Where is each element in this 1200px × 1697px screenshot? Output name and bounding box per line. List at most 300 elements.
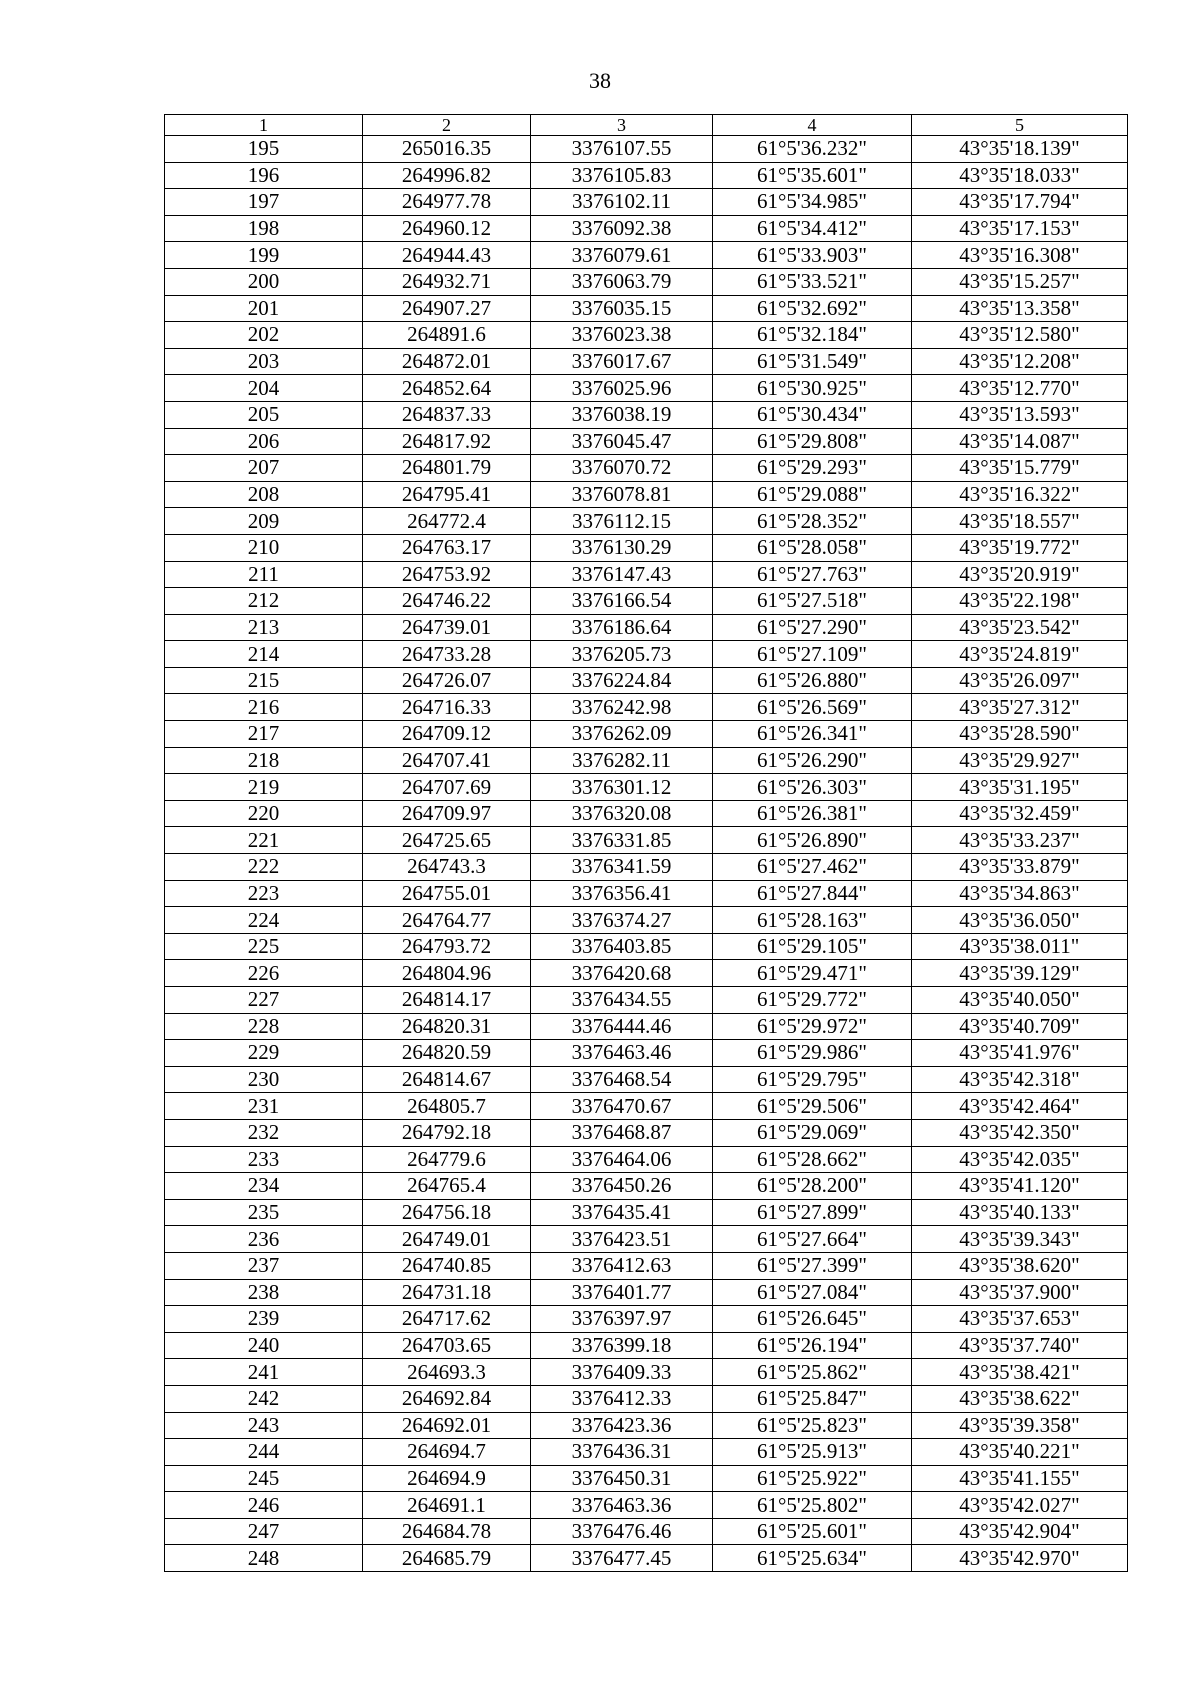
latitude-cell: 43°35'39.343" xyxy=(912,1226,1128,1253)
point-number-cell: 209 xyxy=(165,508,363,535)
latitude-cell: 43°35'39.129" xyxy=(912,960,1128,987)
latitude-cell: 43°35'41.976" xyxy=(912,1040,1128,1067)
x-coordinate-cell: 264820.31 xyxy=(363,1013,531,1040)
longitude-cell: 61°5'29.471" xyxy=(713,960,912,987)
x-coordinate-cell: 264872.01 xyxy=(363,348,531,375)
longitude-cell: 61°5'26.290" xyxy=(713,747,912,774)
latitude-cell: 43°35'37.740" xyxy=(912,1332,1128,1359)
table-row xyxy=(165,667,1128,694)
point-number-cell: 203 xyxy=(165,348,363,375)
x-coordinate-cell: 264692.84 xyxy=(363,1385,531,1412)
table-row xyxy=(165,348,1128,375)
point-number-cell: 241 xyxy=(165,1359,363,1386)
x-coordinate-cell: 264801.79 xyxy=(363,455,531,482)
latitude-cell: 43°35'13.358" xyxy=(912,295,1128,322)
table-row xyxy=(165,1146,1128,1173)
y-coordinate-cell: 3376301.12 xyxy=(531,774,713,801)
x-coordinate-cell: 264746.22 xyxy=(363,588,531,615)
y-coordinate-cell: 3376262.09 xyxy=(531,721,713,748)
table-row xyxy=(165,268,1128,295)
table-row xyxy=(165,907,1128,934)
y-coordinate-cell: 3376331.85 xyxy=(531,827,713,854)
latitude-cell: 43°35'41.155" xyxy=(912,1465,1128,1492)
point-number-cell: 237 xyxy=(165,1252,363,1279)
y-coordinate-cell: 3376356.41 xyxy=(531,880,713,907)
y-coordinate-cell: 3376436.31 xyxy=(531,1439,713,1466)
latitude-cell: 43°35'17.153" xyxy=(912,215,1128,242)
latitude-cell: 43°35'40.221" xyxy=(912,1439,1128,1466)
latitude-cell: 43°35'37.900" xyxy=(912,1279,1128,1306)
latitude-cell: 43°35'42.904" xyxy=(912,1518,1128,1545)
point-number-cell: 222 xyxy=(165,854,363,881)
latitude-cell: 43°35'13.593" xyxy=(912,401,1128,428)
point-number-cell: 225 xyxy=(165,933,363,960)
y-coordinate-cell: 3376341.59 xyxy=(531,854,713,881)
longitude-cell: 61°5'27.084" xyxy=(713,1279,912,1306)
table-header xyxy=(165,115,1128,136)
y-coordinate-cell: 3376470.67 xyxy=(531,1093,713,1120)
point-number-cell: 208 xyxy=(165,481,363,508)
longitude-cell: 61°5'30.434" xyxy=(713,401,912,428)
table-row xyxy=(165,880,1128,907)
y-coordinate-cell: 3376423.51 xyxy=(531,1226,713,1253)
point-number-cell: 232 xyxy=(165,1119,363,1146)
y-coordinate-cell: 3376017.67 xyxy=(531,348,713,375)
x-coordinate-cell: 264756.18 xyxy=(363,1199,531,1226)
longitude-cell: 61°5'28.163" xyxy=(713,907,912,934)
table-body xyxy=(165,136,1128,1572)
latitude-cell: 43°35'38.620" xyxy=(912,1252,1128,1279)
point-number-cell: 234 xyxy=(165,1173,363,1200)
x-coordinate-cell: 264817.92 xyxy=(363,428,531,455)
latitude-cell: 43°35'38.011" xyxy=(912,933,1128,960)
point-number-cell: 227 xyxy=(165,987,363,1014)
x-coordinate-cell: 264726.07 xyxy=(363,667,531,694)
x-coordinate-cell: 264795.41 xyxy=(363,481,531,508)
x-coordinate-cell: 264779.6 xyxy=(363,1146,531,1173)
table-row xyxy=(165,933,1128,960)
table-row xyxy=(165,747,1128,774)
table-row xyxy=(165,987,1128,1014)
x-coordinate-cell: 264692.01 xyxy=(363,1412,531,1439)
longitude-cell: 61°5'26.645" xyxy=(713,1306,912,1333)
x-coordinate-cell: 264725.65 xyxy=(363,827,531,854)
table-row xyxy=(165,561,1128,588)
longitude-cell: 61°5'29.986" xyxy=(713,1040,912,1067)
x-coordinate-cell: 264691.1 xyxy=(363,1492,531,1519)
latitude-cell: 43°35'18.139" xyxy=(912,136,1128,163)
longitude-cell: 61°5'25.601" xyxy=(713,1518,912,1545)
y-coordinate-cell: 3376205.73 xyxy=(531,641,713,668)
x-coordinate-cell: 264891.6 xyxy=(363,322,531,349)
longitude-cell: 61°5'36.232" xyxy=(713,136,912,163)
point-number-cell: 223 xyxy=(165,880,363,907)
longitude-cell: 61°5'33.521" xyxy=(713,268,912,295)
longitude-cell: 61°5'25.913" xyxy=(713,1439,912,1466)
latitude-cell: 43°35'36.050" xyxy=(912,907,1128,934)
x-coordinate-cell: 264820.59 xyxy=(363,1040,531,1067)
y-coordinate-cell: 3376130.29 xyxy=(531,534,713,561)
longitude-cell: 61°5'29.088" xyxy=(713,481,912,508)
latitude-cell: 43°35'23.542" xyxy=(912,614,1128,641)
x-coordinate-cell: 264703.65 xyxy=(363,1332,531,1359)
longitude-cell: 61°5'26.569" xyxy=(713,694,912,721)
y-coordinate-cell: 3376477.45 xyxy=(531,1545,713,1572)
x-coordinate-cell: 264693.3 xyxy=(363,1359,531,1386)
latitude-cell: 43°35'16.308" xyxy=(912,242,1128,269)
longitude-cell: 61°5'25.922" xyxy=(713,1465,912,1492)
point-number-cell: 201 xyxy=(165,295,363,322)
table-row xyxy=(165,1279,1128,1306)
x-coordinate-cell: 264960.12 xyxy=(363,215,531,242)
x-coordinate-cell: 264837.33 xyxy=(363,401,531,428)
longitude-cell: 61°5'25.847" xyxy=(713,1385,912,1412)
latitude-cell: 43°35'17.794" xyxy=(912,189,1128,216)
page-number: 38 xyxy=(589,68,611,93)
x-coordinate-cell: 264717.62 xyxy=(363,1306,531,1333)
latitude-cell: 43°35'40.133" xyxy=(912,1199,1128,1226)
point-number-cell: 248 xyxy=(165,1545,363,1572)
longitude-cell: 61°5'31.549" xyxy=(713,348,912,375)
table-row xyxy=(165,1439,1128,1466)
table-row xyxy=(165,1093,1128,1120)
point-number-cell: 246 xyxy=(165,1492,363,1519)
point-number-cell: 215 xyxy=(165,667,363,694)
y-coordinate-cell: 3376463.46 xyxy=(531,1040,713,1067)
y-coordinate-cell: 3376079.61 xyxy=(531,242,713,269)
point-number-cell: 228 xyxy=(165,1013,363,1040)
longitude-cell: 61°5'25.634" xyxy=(713,1545,912,1572)
latitude-cell: 43°35'40.709" xyxy=(912,1013,1128,1040)
longitude-cell: 61°5'33.903" xyxy=(713,242,912,269)
y-coordinate-cell: 3376025.96 xyxy=(531,375,713,402)
y-coordinate-cell: 3376450.26 xyxy=(531,1173,713,1200)
table-row xyxy=(165,375,1128,402)
longitude-cell: 61°5'29.105" xyxy=(713,933,912,960)
x-coordinate-cell: 264772.4 xyxy=(363,508,531,535)
point-number-cell: 197 xyxy=(165,189,363,216)
x-coordinate-cell: 264814.67 xyxy=(363,1066,531,1093)
table-row xyxy=(165,1518,1128,1545)
column-header: 3 xyxy=(531,115,713,136)
latitude-cell: 43°35'38.622" xyxy=(912,1385,1128,1412)
longitude-cell: 61°5'28.200" xyxy=(713,1173,912,1200)
point-number-cell: 247 xyxy=(165,1518,363,1545)
latitude-cell: 43°35'24.819" xyxy=(912,641,1128,668)
x-coordinate-cell: 264764.77 xyxy=(363,907,531,934)
header-row xyxy=(165,115,1128,136)
table-row xyxy=(165,455,1128,482)
x-coordinate-cell: 264740.85 xyxy=(363,1252,531,1279)
longitude-cell: 61°5'27.664" xyxy=(713,1226,912,1253)
x-coordinate-cell: 264944.43 xyxy=(363,242,531,269)
point-number-cell: 199 xyxy=(165,242,363,269)
point-number-cell: 240 xyxy=(165,1332,363,1359)
point-number-cell: 210 xyxy=(165,534,363,561)
point-number-cell: 206 xyxy=(165,428,363,455)
longitude-cell: 61°5'28.058" xyxy=(713,534,912,561)
longitude-cell: 61°5'29.293" xyxy=(713,455,912,482)
y-coordinate-cell: 3376092.38 xyxy=(531,215,713,242)
longitude-cell: 61°5'28.662" xyxy=(713,1146,912,1173)
y-coordinate-cell: 3376023.38 xyxy=(531,322,713,349)
table-row xyxy=(165,827,1128,854)
y-coordinate-cell: 3376112.15 xyxy=(531,508,713,535)
point-number-cell: 211 xyxy=(165,561,363,588)
longitude-cell: 61°5'29.795" xyxy=(713,1066,912,1093)
latitude-cell: 43°35'22.198" xyxy=(912,588,1128,615)
latitude-cell: 43°35'41.120" xyxy=(912,1173,1128,1200)
table-row xyxy=(165,534,1128,561)
x-coordinate-cell: 264996.82 xyxy=(363,162,531,189)
longitude-cell: 61°5'27.290" xyxy=(713,614,912,641)
y-coordinate-cell: 3376399.18 xyxy=(531,1332,713,1359)
point-number-cell: 221 xyxy=(165,827,363,854)
table-row xyxy=(165,1306,1128,1333)
x-coordinate-cell: 264694.7 xyxy=(363,1439,531,1466)
x-coordinate-cell: 264685.79 xyxy=(363,1545,531,1572)
table-row xyxy=(165,614,1128,641)
y-coordinate-cell: 3376420.68 xyxy=(531,960,713,987)
x-coordinate-cell: 264716.33 xyxy=(363,694,531,721)
longitude-cell: 61°5'29.506" xyxy=(713,1093,912,1120)
point-number-cell: 226 xyxy=(165,960,363,987)
y-coordinate-cell: 3376463.36 xyxy=(531,1492,713,1519)
table-row xyxy=(165,1545,1128,1572)
longitude-cell: 61°5'26.381" xyxy=(713,800,912,827)
longitude-cell: 61°5'29.808" xyxy=(713,428,912,455)
x-coordinate-cell: 265016.35 xyxy=(363,136,531,163)
y-coordinate-cell: 3376038.19 xyxy=(531,401,713,428)
y-coordinate-cell: 3376045.47 xyxy=(531,428,713,455)
x-coordinate-cell: 264907.27 xyxy=(363,295,531,322)
latitude-cell: 43°35'28.590" xyxy=(912,721,1128,748)
table-row xyxy=(165,1119,1128,1146)
point-number-cell: 220 xyxy=(165,800,363,827)
table-row xyxy=(165,1412,1128,1439)
point-number-cell: 229 xyxy=(165,1040,363,1067)
longitude-cell: 61°5'25.802" xyxy=(713,1492,912,1519)
longitude-cell: 61°5'27.399" xyxy=(713,1252,912,1279)
y-coordinate-cell: 3376401.77 xyxy=(531,1279,713,1306)
table-row xyxy=(165,136,1128,163)
table-row xyxy=(165,800,1128,827)
latitude-cell: 43°35'18.033" xyxy=(912,162,1128,189)
column-header: 2 xyxy=(363,115,531,136)
coordinates-table xyxy=(164,114,1128,1572)
y-coordinate-cell: 3376102.11 xyxy=(531,189,713,216)
y-coordinate-cell: 3376464.06 xyxy=(531,1146,713,1173)
point-number-cell: 212 xyxy=(165,588,363,615)
y-coordinate-cell: 3376320.08 xyxy=(531,800,713,827)
column-header: 1 xyxy=(165,115,363,136)
x-coordinate-cell: 264707.69 xyxy=(363,774,531,801)
y-coordinate-cell: 3376105.83 xyxy=(531,162,713,189)
latitude-cell: 43°35'42.027" xyxy=(912,1492,1128,1519)
y-coordinate-cell: 3376242.98 xyxy=(531,694,713,721)
x-coordinate-cell: 264709.97 xyxy=(363,800,531,827)
column-header: 5 xyxy=(912,115,1128,136)
table-row xyxy=(165,588,1128,615)
point-number-cell: 207 xyxy=(165,455,363,482)
latitude-cell: 43°35'38.421" xyxy=(912,1359,1128,1386)
latitude-cell: 43°35'39.358" xyxy=(912,1412,1128,1439)
y-coordinate-cell: 3376282.11 xyxy=(531,747,713,774)
table-row xyxy=(165,1013,1128,1040)
table-row xyxy=(165,322,1128,349)
longitude-cell: 61°5'25.823" xyxy=(713,1412,912,1439)
y-coordinate-cell: 3376035.15 xyxy=(531,295,713,322)
x-coordinate-cell: 264743.3 xyxy=(363,854,531,881)
table-row xyxy=(165,854,1128,881)
point-number-cell: 196 xyxy=(165,162,363,189)
latitude-cell: 43°35'42.035" xyxy=(912,1146,1128,1173)
table-row xyxy=(165,774,1128,801)
x-coordinate-cell: 264733.28 xyxy=(363,641,531,668)
point-number-cell: 230 xyxy=(165,1066,363,1093)
x-coordinate-cell: 264684.78 xyxy=(363,1518,531,1545)
x-coordinate-cell: 264793.72 xyxy=(363,933,531,960)
longitude-cell: 61°5'34.412" xyxy=(713,215,912,242)
longitude-cell: 61°5'35.601" xyxy=(713,162,912,189)
table-row xyxy=(165,641,1128,668)
latitude-cell: 43°35'15.257" xyxy=(912,268,1128,295)
latitude-cell: 43°35'18.557" xyxy=(912,508,1128,535)
longitude-cell: 61°5'26.880" xyxy=(713,667,912,694)
point-number-cell: 217 xyxy=(165,721,363,748)
table-row xyxy=(165,481,1128,508)
x-coordinate-cell: 264707.41 xyxy=(363,747,531,774)
point-number-cell: 236 xyxy=(165,1226,363,1253)
latitude-cell: 43°35'12.208" xyxy=(912,348,1128,375)
longitude-cell: 61°5'29.772" xyxy=(713,987,912,1014)
point-number-cell: 205 xyxy=(165,401,363,428)
latitude-cell: 43°35'32.459" xyxy=(912,800,1128,827)
longitude-cell: 61°5'27.462" xyxy=(713,854,912,881)
x-coordinate-cell: 264792.18 xyxy=(363,1119,531,1146)
longitude-cell: 61°5'34.985" xyxy=(713,189,912,216)
latitude-cell: 43°35'42.350" xyxy=(912,1119,1128,1146)
latitude-cell: 43°35'29.927" xyxy=(912,747,1128,774)
latitude-cell: 43°35'37.653" xyxy=(912,1306,1128,1333)
point-number-cell: 204 xyxy=(165,375,363,402)
table-row xyxy=(165,1226,1128,1253)
longitude-cell: 61°5'29.069" xyxy=(713,1119,912,1146)
x-coordinate-cell: 264977.78 xyxy=(363,189,531,216)
y-coordinate-cell: 3376070.72 xyxy=(531,455,713,482)
y-coordinate-cell: 3376397.97 xyxy=(531,1306,713,1333)
point-number-cell: 198 xyxy=(165,215,363,242)
x-coordinate-cell: 264932.71 xyxy=(363,268,531,295)
table-row xyxy=(165,721,1128,748)
y-coordinate-cell: 3376434.55 xyxy=(531,987,713,1014)
table-row xyxy=(165,1173,1128,1200)
longitude-cell: 61°5'27.763" xyxy=(713,561,912,588)
longitude-cell: 61°5'27.844" xyxy=(713,880,912,907)
y-coordinate-cell: 3376412.33 xyxy=(531,1385,713,1412)
table-row xyxy=(165,295,1128,322)
y-coordinate-cell: 3376063.79 xyxy=(531,268,713,295)
table-row xyxy=(165,1385,1128,1412)
point-number-cell: 200 xyxy=(165,268,363,295)
latitude-cell: 43°35'12.770" xyxy=(912,375,1128,402)
x-coordinate-cell: 264805.7 xyxy=(363,1093,531,1120)
table-row xyxy=(165,428,1128,455)
table-row xyxy=(165,1359,1128,1386)
latitude-cell: 43°35'42.464" xyxy=(912,1093,1128,1120)
y-coordinate-cell: 3376107.55 xyxy=(531,136,713,163)
y-coordinate-cell: 3376468.87 xyxy=(531,1119,713,1146)
longitude-cell: 61°5'27.518" xyxy=(713,588,912,615)
y-coordinate-cell: 3376078.81 xyxy=(531,481,713,508)
point-number-cell: 214 xyxy=(165,641,363,668)
longitude-cell: 61°5'28.352" xyxy=(713,508,912,535)
table-row xyxy=(165,960,1128,987)
point-number-cell: 231 xyxy=(165,1093,363,1120)
point-number-cell: 245 xyxy=(165,1465,363,1492)
x-coordinate-cell: 264709.12 xyxy=(363,721,531,748)
point-number-cell: 213 xyxy=(165,614,363,641)
latitude-cell: 43°35'19.772" xyxy=(912,534,1128,561)
point-number-cell: 195 xyxy=(165,136,363,163)
x-coordinate-cell: 264765.4 xyxy=(363,1173,531,1200)
point-number-cell: 238 xyxy=(165,1279,363,1306)
x-coordinate-cell: 264731.18 xyxy=(363,1279,531,1306)
point-number-cell: 235 xyxy=(165,1199,363,1226)
longitude-cell: 61°5'26.194" xyxy=(713,1332,912,1359)
table-row xyxy=(165,242,1128,269)
table-row xyxy=(165,215,1128,242)
y-coordinate-cell: 3376403.85 xyxy=(531,933,713,960)
y-coordinate-cell: 3376412.63 xyxy=(531,1252,713,1279)
latitude-cell: 43°35'26.097" xyxy=(912,667,1128,694)
longitude-cell: 61°5'27.109" xyxy=(713,641,912,668)
latitude-cell: 43°35'33.237" xyxy=(912,827,1128,854)
point-number-cell: 242 xyxy=(165,1385,363,1412)
y-coordinate-cell: 3376147.43 xyxy=(531,561,713,588)
longitude-cell: 61°5'26.341" xyxy=(713,721,912,748)
table-row xyxy=(165,1332,1128,1359)
point-number-cell: 216 xyxy=(165,694,363,721)
longitude-cell: 61°5'25.862" xyxy=(713,1359,912,1386)
latitude-cell: 43°35'42.970" xyxy=(912,1545,1128,1572)
table-row xyxy=(165,401,1128,428)
point-number-cell: 239 xyxy=(165,1306,363,1333)
latitude-cell: 43°35'12.580" xyxy=(912,322,1128,349)
latitude-cell: 43°35'40.050" xyxy=(912,987,1128,1014)
longitude-cell: 61°5'26.890" xyxy=(713,827,912,854)
table-row xyxy=(165,1492,1128,1519)
column-header: 4 xyxy=(713,115,912,136)
y-coordinate-cell: 3376224.84 xyxy=(531,667,713,694)
point-number-cell: 219 xyxy=(165,774,363,801)
table-row xyxy=(165,1040,1128,1067)
x-coordinate-cell: 264804.96 xyxy=(363,960,531,987)
point-number-cell: 244 xyxy=(165,1439,363,1466)
table-row xyxy=(165,189,1128,216)
table-row xyxy=(165,1465,1128,1492)
longitude-cell: 61°5'32.692" xyxy=(713,295,912,322)
x-coordinate-cell: 264814.17 xyxy=(363,987,531,1014)
latitude-cell: 43°35'27.312" xyxy=(912,694,1128,721)
point-number-cell: 243 xyxy=(165,1412,363,1439)
point-number-cell: 218 xyxy=(165,747,363,774)
y-coordinate-cell: 3376409.33 xyxy=(531,1359,713,1386)
table-row xyxy=(165,162,1128,189)
y-coordinate-cell: 3376186.64 xyxy=(531,614,713,641)
table-row xyxy=(165,694,1128,721)
latitude-cell: 43°35'15.779" xyxy=(912,455,1128,482)
